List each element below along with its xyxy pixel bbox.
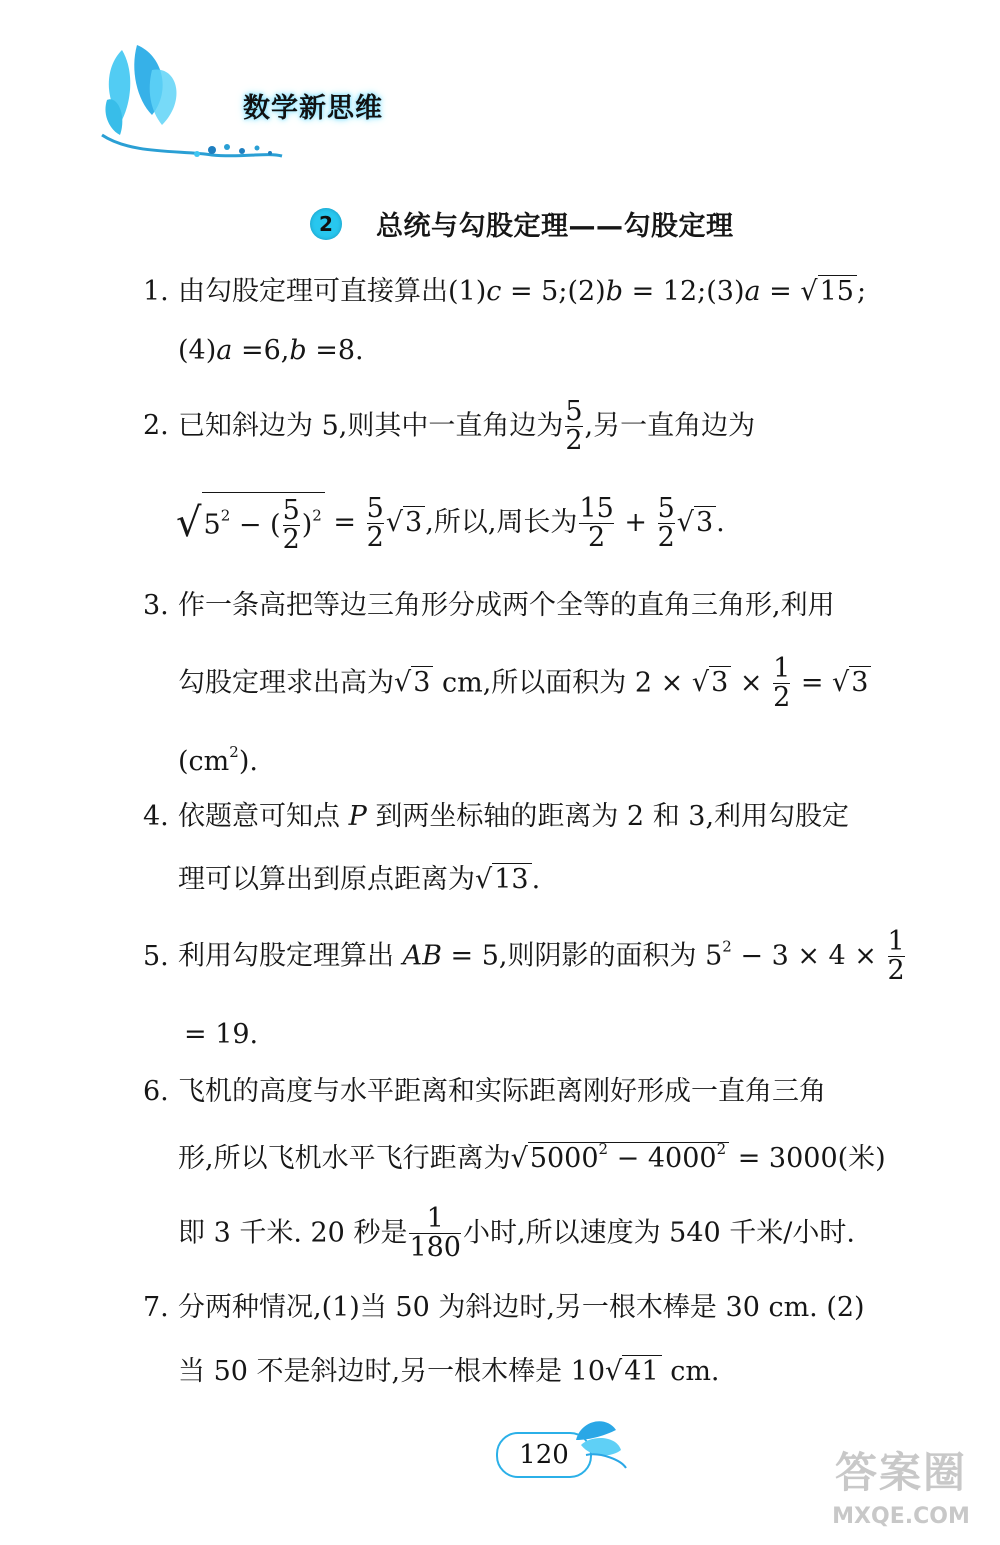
page-number: 120: [496, 1432, 592, 1478]
fraction: $\frac{15}{2}$: [579, 492, 614, 553]
item-number: 5.: [143, 941, 169, 972]
item-line: $(cm^2)$.: [178, 743, 258, 777]
section-title: 总统与勾股定理——勾股定理: [376, 211, 734, 242]
fraction: $\frac{5}{2}$: [366, 492, 384, 553]
item-number: 4.: [143, 801, 169, 832]
fraction: $\frac{1}{2}$: [887, 926, 905, 987]
item-line: 理可以算出到原点距离为√13 .: [178, 864, 541, 895]
fraction: $\frac{5}{2}$: [657, 492, 675, 553]
flower-icon: [566, 1410, 636, 1470]
fraction: $\frac{5}{2}$: [565, 396, 583, 457]
item-line: 形,所以飞机水平飞行距离为$√5000^2 - 4000^2 = 3000$(米): [178, 1140, 886, 1174]
item-line: 已知斜边为 5,则其中一直角边为 $\frac{5}{2}$ ,另一直角边为: [178, 396, 756, 457]
item-number: 2.: [143, 410, 169, 441]
item-line: 分两种情况,(1)当 50 为斜边时,另一根木棒是 30 cm. (2): [178, 1292, 865, 1323]
fraction: $\frac{1}{2}$: [773, 653, 791, 714]
item-line: $√5^2$ − ( $\frac{5}{2}$ )$^2$ = $\frac{5}{2}$ √3 ,所以,周长为 $\frac{15}{2}$ + $\frac{5}{2}$ √3 .: [176, 492, 725, 556]
item-line: 由勾股定理可直接算出(1)c = 5;(2)b = 12;(3)a = √15 ;: [178, 276, 867, 307]
item-number: 6.: [143, 1076, 169, 1107]
item-line: 作一条高把等边三角形分成两个全等的直角三角形,利用: [178, 590, 835, 621]
sqrt-expression: √: [176, 500, 202, 547]
item-line: 即 3 千米. 20 秒是 $\frac{1}{180}$ 小时,所以速度为 540 千米/小时.: [178, 1203, 855, 1264]
item-number: 1.: [143, 276, 169, 307]
book-title: 数学新思维: [243, 93, 383, 124]
item-line: 飞机的高度与水平距离和实际距离刚好形成一直角三角: [178, 1076, 826, 1107]
fraction: $\frac{1}{180}$: [409, 1203, 461, 1264]
section-heading: [310, 204, 734, 243]
sqrt-expression: √15: [800, 278, 857, 305]
item-number: 7.: [143, 1292, 169, 1323]
item-line: = 19.: [184, 1019, 259, 1050]
item-line: 依题意可知点 P 到两坐标轴的距离为 2 和 3,利用勾股定: [178, 801, 850, 832]
item-line: 勾股定理求出高为√3 cm,所以面积为 2 × √3 × $\frac{1}{2}$ = √3: [178, 655, 871, 713]
item-line: 当 50 不是斜边时,另一根木棒是 10√41 cm.: [178, 1356, 720, 1387]
watermark-logo: 答案圈 MXQE.COM: [832, 1448, 970, 1529]
item-number: 3.: [143, 590, 169, 621]
section-number-badge: 2: [310, 208, 342, 240]
item-line: (4)a =6,b =8.: [178, 335, 364, 366]
fraction: $\frac{5}{2}$: [282, 495, 300, 556]
item-line: 利用勾股定理算出 AB = 5,则阴影的面积为 $5^2 - 3 \times 4$ × $\frac{1}{2}$: [178, 926, 905, 987]
